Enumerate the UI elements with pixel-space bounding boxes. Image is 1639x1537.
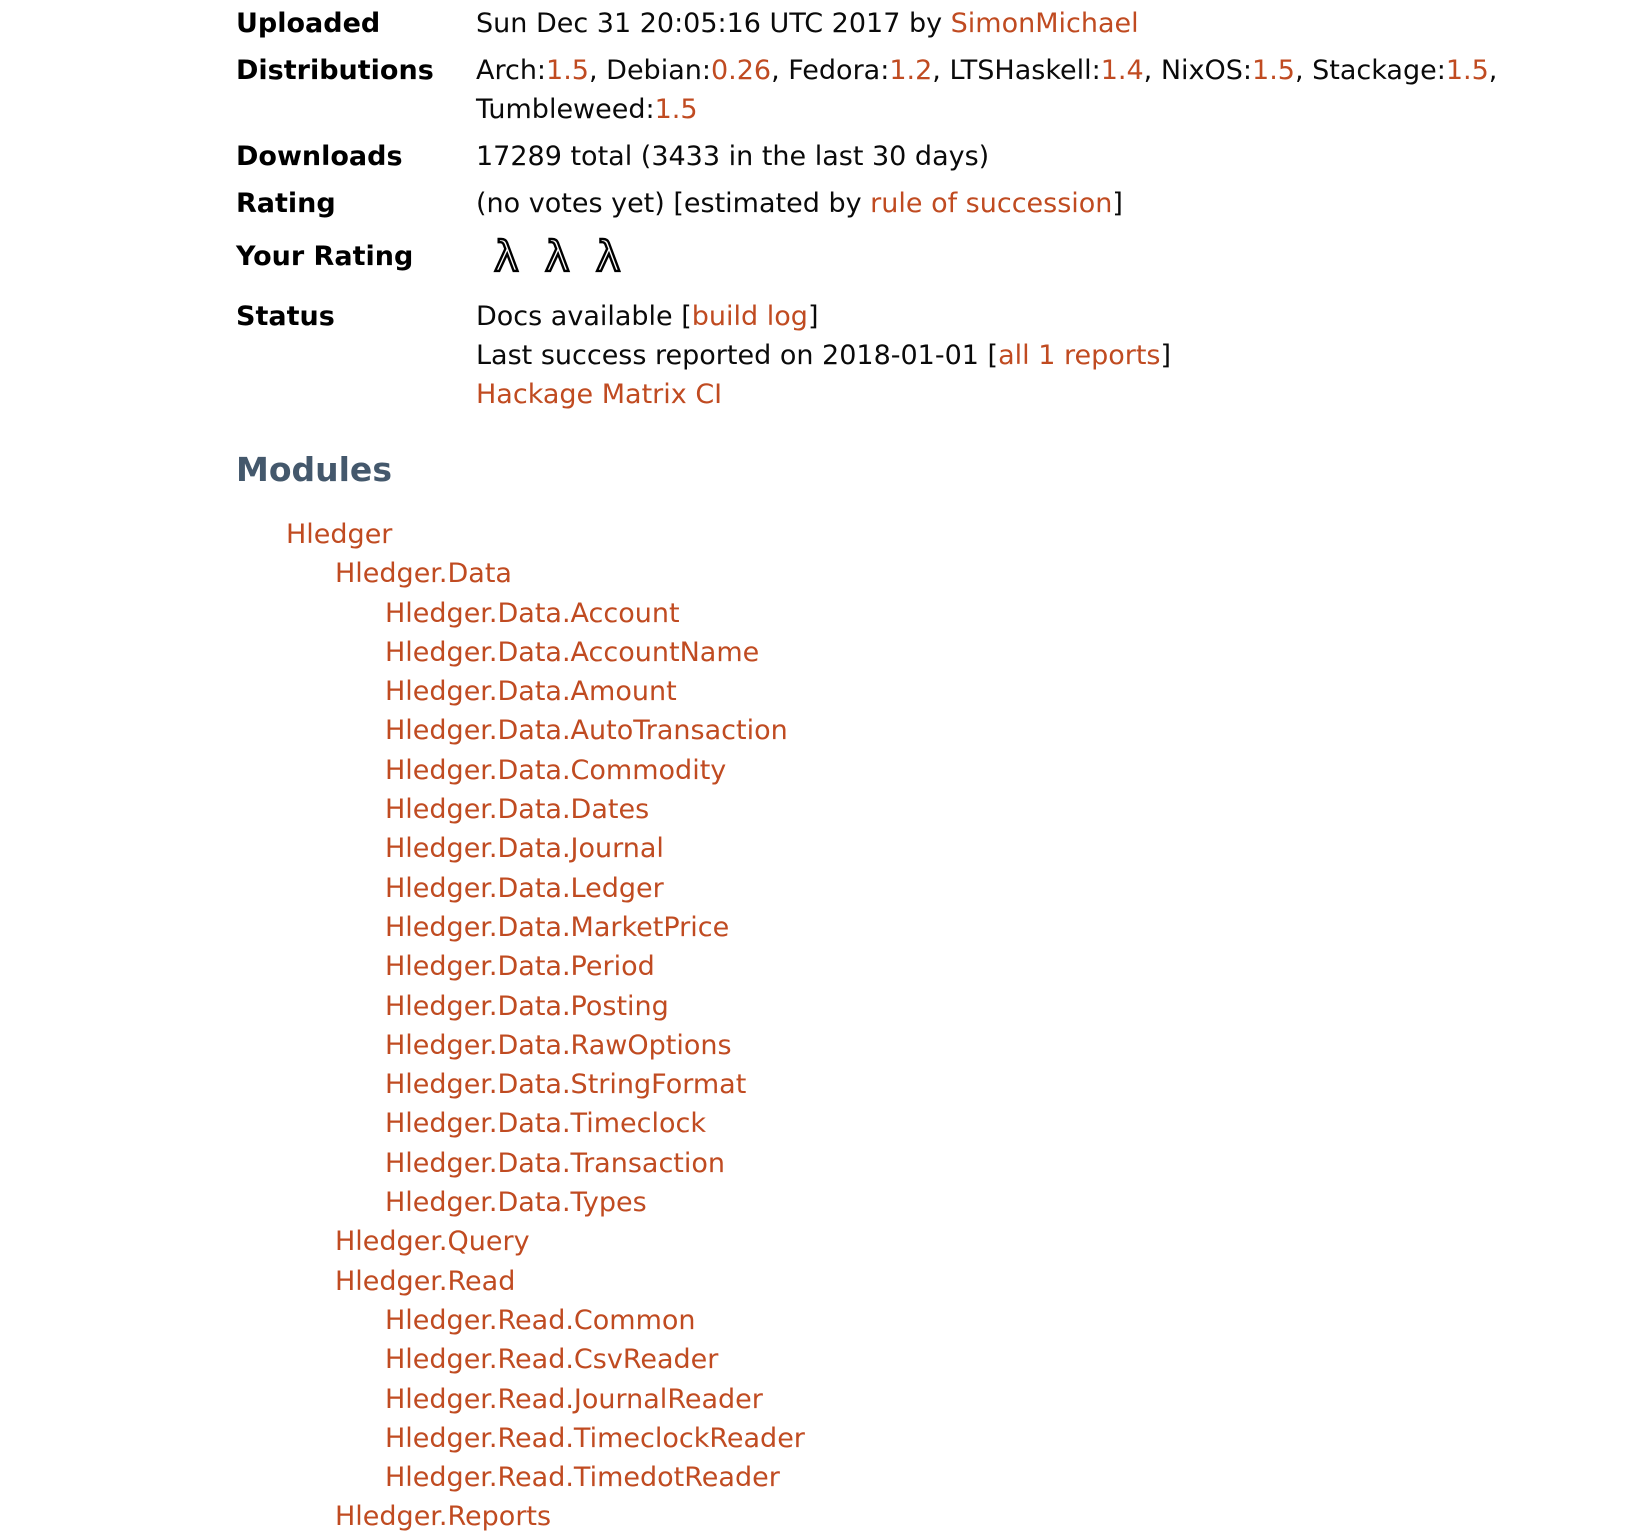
module-link[interactable]: Hledger.Data.Types: [385, 1187, 647, 1219]
module-link[interactable]: Hledger.Data.Account: [385, 597, 680, 629]
module-tree-item: [236, 751, 1639, 790]
module-link[interactable]: Hledger.Reports: [335, 1501, 552, 1533]
rating-label: Rating: [236, 188, 336, 219]
module-link[interactable]: Hledger: [286, 519, 393, 550]
distribution-version-link[interactable]: 1.5: [546, 55, 589, 86]
distribution-name: Arch:: [476, 55, 547, 86]
distribution-name: Tumbleweed:: [476, 94, 655, 125]
module-link[interactable]: Hledger.Read.TimedotReader: [385, 1462, 780, 1494]
distributions-value: [476, 51, 1541, 129]
status-row: [236, 297, 1639, 414]
distribution-separator: ,: [1143, 55, 1161, 86]
module-link[interactable]: Hledger.Data.AccountName: [385, 636, 760, 668]
module-link[interactable]: Hledger.Data.Ledger: [385, 872, 664, 904]
distribution-item: [1312, 55, 1497, 86]
status-label: Status: [236, 301, 335, 332]
distribution-name: Debian:: [606, 55, 711, 86]
build-log-link[interactable]: build log: [691, 301, 808, 332]
module-tree-item: [236, 1065, 1639, 1104]
rating-text: (no votes yet) [estimated by: [476, 188, 871, 219]
module-tree-item: [236, 987, 1639, 1026]
uploaded-text: Sun Dec 31 20:05:16 UTC 2017 by: [476, 8, 951, 39]
uploader-link[interactable]: SimonMichael: [950, 8, 1139, 39]
module-link[interactable]: Hledger.Data.Posting: [385, 990, 669, 1022]
module-link[interactable]: Hledger.Query: [335, 1226, 530, 1258]
modules-heading: Modules: [236, 450, 392, 489]
module-link[interactable]: Hledger.Data.MarketPrice: [385, 911, 730, 943]
distributions-label: Distributions: [236, 55, 434, 86]
rating-widget: [476, 231, 647, 289]
distribution-version-link[interactable]: 1.5: [1252, 55, 1295, 86]
distribution-name: NixOS:: [1160, 55, 1253, 86]
module-link[interactable]: Hledger.Data.Journal: [385, 833, 664, 865]
distribution-item: [949, 55, 1160, 86]
module-tree-item: [236, 1104, 1639, 1143]
distribution-name: LTSHaskell:: [949, 55, 1101, 86]
distribution-separator: ,: [1488, 55, 1498, 86]
module-tree: [236, 515, 1639, 1537]
status-line-matrix: [476, 375, 1171, 414]
module-tree-item: [236, 1222, 1639, 1261]
distribution-version-link[interactable]: 1.5: [654, 94, 698, 125]
module-tree-item: [236, 633, 1639, 672]
module-link[interactable]: Hledger.Data.AutoTransaction: [385, 715, 788, 747]
module-link[interactable]: Hledger.Read.Common: [385, 1304, 696, 1336]
rating-text-close: ]: [1112, 188, 1123, 219]
docs-text-close: ]: [807, 301, 819, 332]
distribution-name: Stackage:: [1312, 55, 1446, 86]
distribution-separator: ,: [932, 55, 950, 86]
status-value: [476, 297, 1171, 414]
module-link[interactable]: Hledger.Read.CsvReader: [385, 1344, 719, 1376]
distribution-version-link[interactable]: 1.5: [1445, 55, 1489, 86]
distribution-separator: ,: [588, 55, 607, 86]
module-tree-item: [236, 711, 1639, 750]
distribution-item: [788, 55, 949, 86]
module-tree-item: [236, 869, 1639, 908]
distributions-row: [236, 51, 1639, 129]
module-tree-item: [236, 1183, 1639, 1222]
success-text-close: ]: [1160, 340, 1172, 371]
module-link[interactable]: Hledger.Data.Transaction: [385, 1147, 726, 1179]
distribution-name: Fedora:: [788, 55, 890, 86]
distribution-item: [606, 55, 788, 86]
distribution-separator: ,: [771, 55, 789, 86]
module-tree-item: [236, 1301, 1639, 1340]
module-link[interactable]: Hledger.Read: [335, 1265, 516, 1297]
downloads-value: 17289 total (3433 in the last 30 days): [476, 141, 990, 172]
rating-lambda-icon-2[interactable]: λ: [544, 232, 570, 281]
distribution-version-link[interactable]: 0.26: [710, 55, 772, 86]
distribution-item: [476, 94, 698, 125]
module-link[interactable]: Hledger.Data.RawOptions: [385, 1029, 732, 1061]
module-tree-item: [236, 1458, 1639, 1497]
module-link[interactable]: Hledger.Data.Amount: [385, 676, 677, 708]
rating-value: [476, 184, 1123, 223]
your-rating-label: Your Rating: [236, 241, 414, 272]
rating-lambda-icon-1[interactable]: λ: [494, 232, 519, 281]
uploaded-value: [476, 4, 1139, 43]
success-text: Last success reported on 2018-01-01 [: [476, 340, 999, 371]
module-link[interactable]: Hledger.Read.TimeclockReader: [385, 1422, 805, 1454]
status-line-docs: [476, 297, 1171, 336]
module-link[interactable]: Hledger.Data.Timeclock: [385, 1108, 706, 1140]
module-tree-item: [236, 790, 1639, 829]
downloads-label: Downloads: [236, 141, 403, 172]
module-tree-item: [236, 1419, 1639, 1458]
status-line-success: [476, 336, 1171, 375]
module-link[interactable]: Hledger.Data.Commodity: [385, 754, 727, 786]
module-tree-item: [236, 1026, 1639, 1065]
rule-of-succession-link[interactable]: rule of succession: [870, 188, 1113, 219]
module-tree-item: [236, 908, 1639, 947]
distribution-version-link[interactable]: 1.4: [1100, 55, 1144, 86]
your-rating-row: [236, 231, 1639, 289]
module-link[interactable]: Hledger.Data.Period: [385, 951, 655, 983]
distribution-item: [476, 55, 606, 86]
module-link[interactable]: Hledger.Read.JournalReader: [385, 1383, 763, 1415]
uploaded-row: [236, 4, 1639, 43]
distribution-item: [1161, 55, 1312, 86]
rating-lambda-icon-3[interactable]: λ: [595, 232, 621, 281]
module-tree-item: [236, 1380, 1639, 1419]
module-tree-item: [236, 947, 1639, 986]
uploaded-label: Uploaded: [236, 8, 381, 39]
docs-text: Docs available [: [476, 301, 692, 332]
all-reports-link[interactable]: all 1 reports: [998, 340, 1161, 371]
module-tree-item: [236, 672, 1639, 711]
package-properties-table: [236, 4, 1639, 414]
module-tree-item: [236, 1497, 1639, 1536]
downloads-row: [236, 137, 1639, 176]
distribution-version-link[interactable]: 1.2: [889, 55, 933, 86]
module-link[interactable]: Hledger.Data.StringFormat: [385, 1069, 747, 1101]
module-tree-item: [236, 1262, 1639, 1301]
module-link[interactable]: Hledger.Data.Dates: [385, 794, 650, 826]
module-tree-item: [236, 1144, 1639, 1183]
module-link[interactable]: Hledger.Data: [335, 558, 512, 590]
module-tree-item: [236, 594, 1639, 633]
module-tree-item: [236, 515, 1639, 554]
module-tree-item: [236, 1340, 1639, 1379]
rating-row: [236, 184, 1639, 223]
module-tree-item: [236, 554, 1639, 593]
module-tree-item: [236, 829, 1639, 868]
distribution-separator: ,: [1294, 55, 1313, 86]
hackage-matrix-ci-link[interactable]: Hackage Matrix CI: [476, 379, 723, 410]
